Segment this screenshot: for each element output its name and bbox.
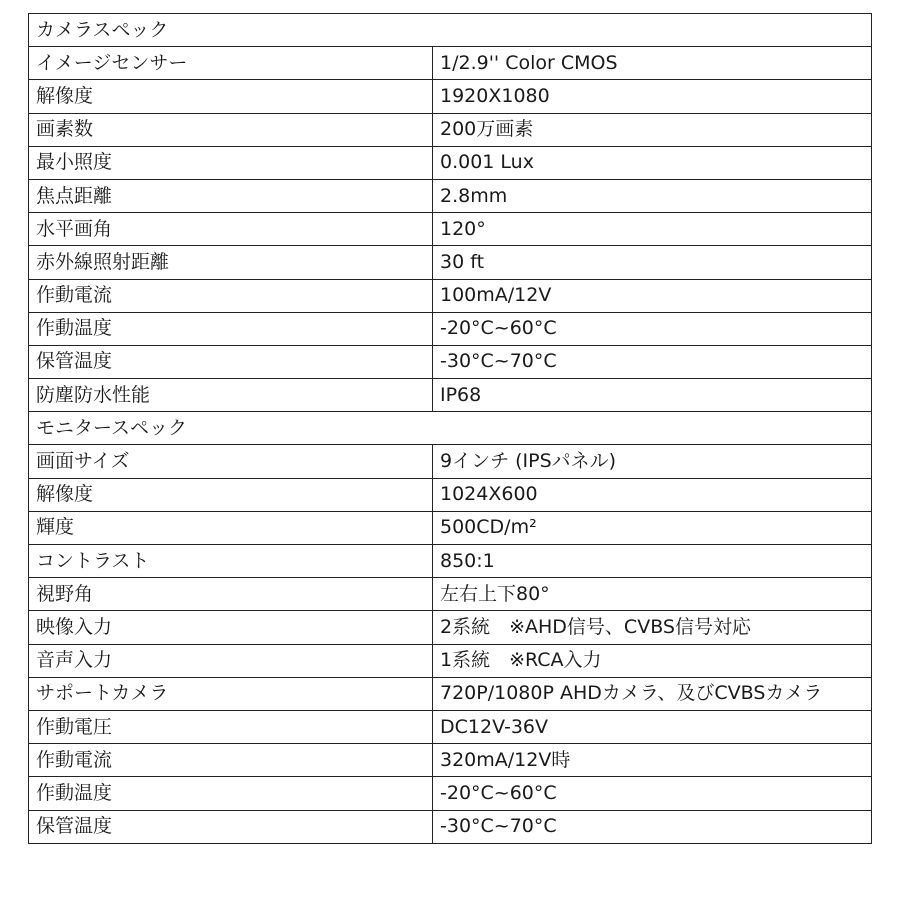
spec-value: -30°C~70°C (433, 345, 872, 378)
spec-value: -20°C~60°C (433, 777, 872, 810)
spec-value: 30 ft (433, 246, 872, 279)
spec-value: -30°C~70°C (433, 810, 872, 843)
table-row (29, 312, 872, 345)
table-row (29, 677, 872, 710)
spec-value: -20°C~60°C (433, 312, 872, 345)
table-row (29, 777, 872, 810)
table-row (29, 744, 872, 777)
table-row (29, 611, 872, 644)
spec-label: サポートカメラ (29, 677, 433, 710)
table-row (29, 47, 872, 80)
spec-label: 保管温度 (29, 810, 433, 843)
spec-label: 赤外線照射距離 (29, 246, 433, 279)
spec-value: DC12V-36V (433, 710, 872, 743)
table-row (29, 511, 872, 544)
spec-value: 左右上下80° (433, 578, 872, 611)
spec-value: 850:1 (433, 545, 872, 578)
spec-label: 作動電流 (29, 744, 433, 777)
spec-value: 100mA/12V (433, 279, 872, 312)
table-row (29, 478, 872, 511)
spec-table (28, 13, 872, 844)
spec-value: 720P/1080P AHDカメラ、及びCVBSカメラ (433, 677, 872, 710)
table-row (29, 710, 872, 743)
spec-label: 音声入力 (29, 644, 433, 677)
table-row (29, 146, 872, 179)
spec-value: 500CD/m² (433, 511, 872, 544)
camera-section-header (29, 14, 872, 47)
spec-label: 画面サイズ (29, 445, 433, 478)
spec-value: 1024X600 (433, 478, 872, 511)
spec-label: 水平画角 (29, 213, 433, 246)
spec-label: 最小照度 (29, 146, 433, 179)
spec-label: 視野角 (29, 578, 433, 611)
table-row (29, 810, 872, 843)
spec-label: 映像入力 (29, 611, 433, 644)
spec-value: 9インチ (IPSパネル) (433, 445, 872, 478)
table-row (29, 279, 872, 312)
spec-label: 輝度 (29, 511, 433, 544)
spec-value: 200万画素 (433, 113, 872, 146)
camera-section-title: カメラスペック (29, 14, 872, 47)
table-row (29, 80, 872, 113)
spec-label: 作動温度 (29, 777, 433, 810)
spec-value: 2系統 ※AHD信号、CVBS信号対応 (433, 611, 872, 644)
spec-label: 画素数 (29, 113, 433, 146)
monitor-section-title: モニタースペック (29, 412, 872, 445)
table-row (29, 213, 872, 246)
spec-label: 解像度 (29, 80, 433, 113)
spec-value: 320mA/12V時 (433, 744, 872, 777)
spec-label: 作動電圧 (29, 710, 433, 743)
monitor-section-header (29, 412, 872, 445)
spec-value: 120° (433, 213, 872, 246)
table-row (29, 644, 872, 677)
spec-label: 解像度 (29, 478, 433, 511)
spec-label: 焦点距離 (29, 179, 433, 212)
spec-label: 作動温度 (29, 312, 433, 345)
spec-label: 防塵防水性能 (29, 379, 433, 412)
table-row (29, 345, 872, 378)
spec-label: コントラスト (29, 545, 433, 578)
spec-label: 保管温度 (29, 345, 433, 378)
table-row (29, 179, 872, 212)
spec-value: 1系統 ※RCA入力 (433, 644, 872, 677)
spec-value: 1920X1080 (433, 80, 872, 113)
table-row (29, 246, 872, 279)
spec-value: 1/2.9'' Color CMOS (433, 47, 872, 80)
spec-value: 0.001 Lux (433, 146, 872, 179)
spec-label: 作動電流 (29, 279, 433, 312)
table-row (29, 113, 872, 146)
table-row (29, 445, 872, 478)
spec-value: 2.8mm (433, 179, 872, 212)
table-row (29, 379, 872, 412)
spec-label: イメージセンサー (29, 47, 433, 80)
spec-value: IP68 (433, 379, 872, 412)
table-row (29, 545, 872, 578)
table-row (29, 578, 872, 611)
